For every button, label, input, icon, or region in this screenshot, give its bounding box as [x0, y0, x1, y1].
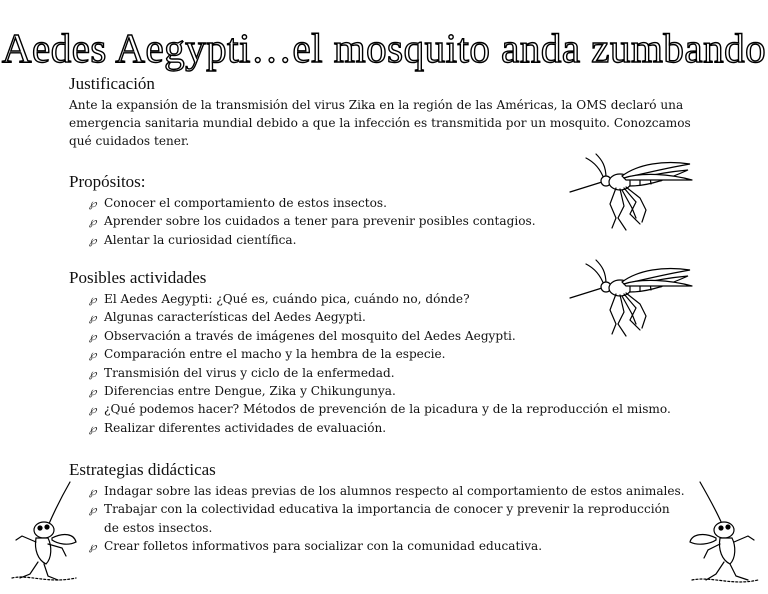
page-title: Aedes Aegypti…el mosquito anda zumbando: [1, 25, 767, 71]
propositos-list: [69, 194, 536, 249]
estrategias-list: [69, 482, 685, 556]
list-item: ℘ Comparación entre el macho y la hembra de la especie.: [89, 345, 671, 363]
cartoon-mosquito-icon: [8, 478, 80, 586]
bullet-icon: ℘: [89, 215, 97, 229]
section-propositos: [69, 172, 536, 249]
bullet-icon: ℘: [89, 233, 97, 247]
list-item: ℘ Transmisión del virus y ciclo de la enfermedad.: [89, 364, 671, 382]
list-item: ℘ El Aedes Aegypti: ¿Qué es, cuándo pica, cuándo no, dónde?: [89, 290, 671, 308]
list-item: ℘ Algunas características del Aedes Aegypti.: [89, 308, 671, 326]
list-item: ℘ Diferencias entre Dengue, Zika y Chikungunya.: [89, 382, 671, 400]
bullet-icon: ℘: [89, 329, 97, 343]
list-item: ℘ Conocer el comportamiento de estos insectos.: [89, 194, 536, 212]
bullet-icon: ℘: [89, 293, 97, 306]
propositos-heading: Propósitos:: [69, 172, 146, 191]
list-item: ℘ Trabajar con la colectividad educativa la importancia de conocer y prevenir la reproducción de estos insectos.: [89, 502, 670, 535]
list-item: ℘ Realizar diferentes actividades de evaluación.: [89, 419, 671, 437]
section-estrategias: [69, 460, 685, 556]
bullet-icon: ℘: [89, 503, 97, 517]
estrategias-heading: Estrategias didácticas: [69, 460, 216, 479]
bullet-icon: ℘: [89, 385, 97, 399]
list-item: ℘ Observación a través de imágenes del mosquito del Aedes Aegypti.: [89, 327, 671, 345]
bullet-icon: ℘: [89, 197, 97, 210]
mosquito-icon: [566, 152, 696, 232]
justificacion-text: Ante la expansión de la transmisión del virus Zika en la región de las Américas, la OMS declaró una emergencia sanitaria mundial debido a que la infección es transmitida por un mosquito. Conozcamos qué cuidados tener.: [69, 98, 691, 148]
bullet-icon: ℘: [89, 348, 97, 362]
bullet-icon: ℘: [89, 403, 97, 417]
bullet-icon: ℘: [89, 540, 97, 554]
mosquito-icon: [566, 258, 696, 338]
list-item: ℘ Crear folletos informativos para socializar con la comunidad educativa.: [89, 537, 685, 555]
cartoon-mosquito-icon: [682, 478, 762, 588]
bullet-icon: ℘: [89, 311, 97, 325]
bullet-icon: ℘: [89, 366, 97, 380]
actividades-heading: Posibles actividades: [69, 268, 207, 287]
section-justificacion: [69, 74, 709, 150]
bullet-icon: ℘: [89, 421, 97, 435]
list-item: ℘ Aprender sobre los cuidados a tener para prevenir posibles contagios.: [89, 212, 536, 230]
list-item: ℘ Indagar sobre las ideas previas de los alumnos respecto al comportamiento de estos animales.: [89, 482, 685, 500]
list-item: ℘ ¿Qué podemos hacer? Métodos de prevención de la picadura y de la reproducción el mismo.: [89, 400, 671, 418]
bullet-icon: ℘: [89, 485, 97, 498]
list-item: ℘ Alentar la curiosidad científica.: [89, 231, 536, 249]
justificacion-heading: Justificación: [69, 74, 155, 93]
